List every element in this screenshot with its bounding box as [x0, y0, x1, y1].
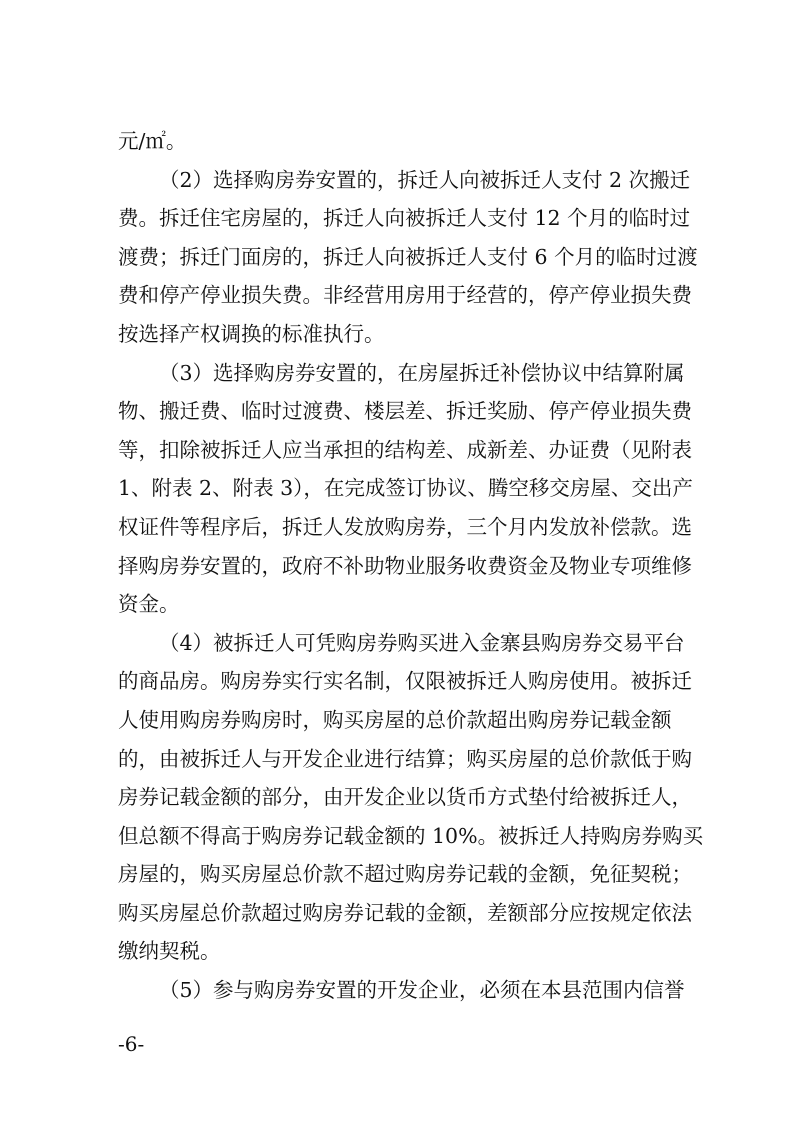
text-line: 元/㎡。 — [118, 129, 187, 153]
text-line: 房券记载金额的部分，由开发企业以货币方式垫付给被拆迁人， — [118, 785, 692, 810]
text-line: 费和停产停业损失费。非经营用房用于经营的，停产停业损失费 — [118, 283, 692, 308]
text-line: 但总额不得高于购房券记载金额的 10%。被拆迁人持购房券购买 — [118, 823, 704, 848]
text-line: 购买房屋总价款超过购房券记载的金额，差额部分应按规定依法 — [118, 900, 692, 925]
text-line: 等，扣除被拆迁人应当承担的结构差、成新差、办证费（见附表 — [118, 437, 692, 462]
text-line: 按选择产权调换的标准执行。 — [118, 321, 385, 346]
text-line: 权证件等程序后，拆迁人发放购房券，三个月内发放补偿款。选 — [118, 514, 692, 539]
paragraph-3-start: （3）选择购房券安置的，在房屋拆迁补偿协议中结算附属 — [159, 360, 685, 385]
text-line: 的商品房。购房券实行实名制，仅限被拆迁人购房使用。被拆迁 — [118, 669, 692, 694]
paragraph-5-start: （5）参与购房券安置的开发企业，必须在本县范围内信誉 — [159, 978, 685, 1003]
text-line: 人使用购房券购房时，购买房屋的总价款超出购房券记载金额 — [118, 707, 672, 732]
text-line: 的，由被拆迁人与开发企业进行结算；购买房屋的总价款低于购 — [118, 746, 692, 771]
body-text — [118, 122, 704, 1010]
page-number: -6- — [118, 1032, 145, 1056]
paragraph-4-start: （4）被拆迁人可凭购房券购买进入金寨县购房券交易平台 — [159, 630, 685, 655]
text-line: 资金。 — [118, 592, 180, 617]
text-line: 物、搬迁费、临时过渡费、楼层差、拆迁奖励、停产停业损失费 — [118, 399, 692, 424]
paragraph-2-start: （2）选择购房券安置的，拆迁人向被拆迁人支付 2 次搬迁 — [159, 167, 691, 192]
text-line: 费。拆迁住宅房屋的，拆迁人向被拆迁人支付 12 个月的临时过 — [118, 206, 691, 231]
text-line: 渡费；拆迁门面房的，拆迁人向被拆迁人支付 6 个月的临时过渡 — [118, 244, 698, 269]
text-line: 择购房券安置的，政府不补助物业服务收费资金及物业专项维修 — [118, 553, 692, 578]
text-line: 房屋的，购买房屋总价款不超过购房券记载的金额，免征契税； — [118, 862, 692, 887]
text-line: 1、附表 2、附表 3），在完成签订协议、腾空移交房屋、交出产 — [118, 476, 693, 501]
text-line: 缴纳契税。 — [118, 939, 221, 964]
